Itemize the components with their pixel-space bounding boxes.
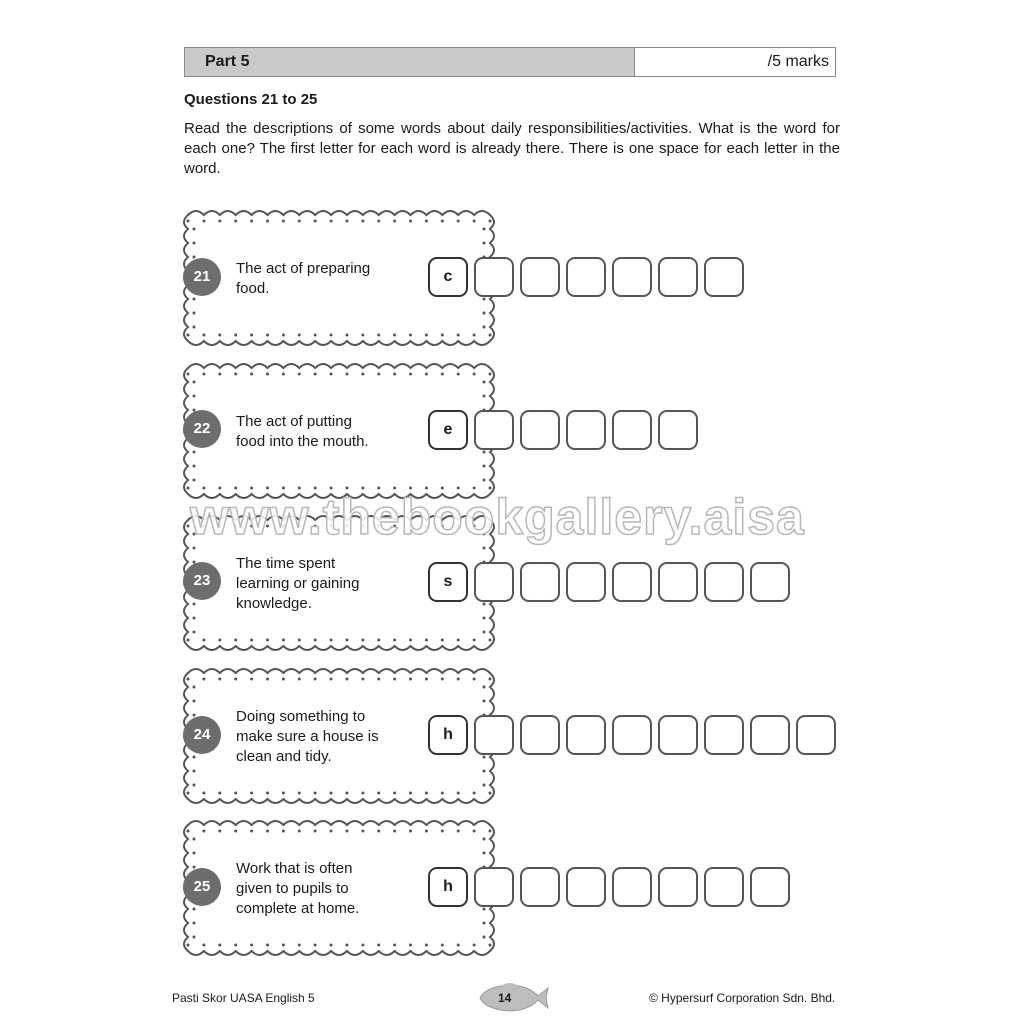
frame-dot (234, 792, 237, 795)
answer-boxes (428, 257, 744, 297)
frame-dot (282, 944, 285, 947)
frame-dot (473, 334, 476, 337)
frame-dot (457, 373, 460, 376)
frame-dot (483, 700, 486, 703)
frame-dot (314, 678, 317, 681)
frame-dot (441, 678, 444, 681)
frame-dot (193, 479, 196, 482)
frame-dot (473, 220, 476, 223)
given-letter-box: c (428, 257, 468, 297)
letter-input-box[interactable] (520, 257, 560, 297)
frame-dot (193, 631, 196, 634)
frame-dot (298, 944, 301, 947)
frame-dot (473, 639, 476, 642)
frame-dot (489, 944, 492, 947)
frame-dot (483, 770, 486, 773)
letter-input-box[interactable] (750, 867, 790, 907)
frame-dot (483, 298, 486, 301)
frame-dot (193, 312, 196, 315)
letter-input-box[interactable] (704, 257, 744, 297)
part-header (184, 47, 836, 77)
part-title: Part 5 (185, 48, 635, 76)
letter-input-box[interactable] (704, 867, 744, 907)
frame-dot (489, 639, 492, 642)
answer-boxes (428, 715, 836, 755)
frame-dot (330, 334, 333, 337)
frame-dot (266, 678, 269, 681)
frame-dot (330, 220, 333, 223)
frame-dot (483, 326, 486, 329)
questions-heading: Questions 21 to 25 (184, 91, 318, 108)
frame-dot (483, 936, 486, 939)
frame-dot (282, 830, 285, 833)
letter-input-box[interactable] (612, 715, 652, 755)
letter-input-box[interactable] (474, 257, 514, 297)
frame-dot (425, 220, 428, 223)
frame-dot (298, 678, 301, 681)
frame-dot (330, 678, 333, 681)
frame-dot (193, 617, 196, 620)
frame-dot (250, 678, 253, 681)
frame-dot (457, 678, 460, 681)
letter-input-box[interactable] (474, 562, 514, 602)
frame-dot (218, 373, 221, 376)
frame-dot (457, 830, 460, 833)
frame-dot (409, 639, 412, 642)
frame-dot (483, 547, 486, 550)
question-description (236, 259, 416, 299)
frame-dot (489, 373, 492, 376)
frame-dot (483, 465, 486, 468)
frame-dot (441, 830, 444, 833)
frame-dot (425, 944, 428, 947)
frame-dot (193, 908, 196, 911)
frame-dot (441, 334, 444, 337)
description-line: make sure a house is (236, 728, 379, 745)
frame-dot (377, 792, 380, 795)
description-line: The time spent (236, 555, 336, 572)
description-line: Doing something to (236, 708, 366, 725)
frame-dot (393, 334, 396, 337)
frame-dot (193, 242, 196, 245)
frame-dot (234, 220, 237, 223)
frame-dot (250, 944, 253, 947)
letter-input-box[interactable] (566, 715, 606, 755)
frame-dot (187, 830, 190, 833)
frame-dot (457, 334, 460, 337)
frame-dot (441, 220, 444, 223)
frame-dot (250, 830, 253, 833)
frame-dot (457, 792, 460, 795)
letter-input-box[interactable] (658, 867, 698, 907)
question-21 (0, 205, 1024, 345)
frame-dot (298, 792, 301, 795)
frame-dot (193, 936, 196, 939)
frame-dot (489, 334, 492, 337)
frame-dot (193, 381, 196, 384)
frame-dot (409, 220, 412, 223)
frame-dot (483, 228, 486, 231)
frame-dot (457, 220, 460, 223)
frame-dot (234, 678, 237, 681)
frame-dot (345, 792, 348, 795)
frame-dot (250, 792, 253, 795)
question-description (236, 412, 416, 452)
frame-dot (377, 334, 380, 337)
frame-dot (298, 334, 301, 337)
frame-dot (393, 639, 396, 642)
frame-dot (202, 678, 205, 681)
given-letter-box: e (428, 410, 468, 450)
letter-input-box[interactable] (612, 867, 652, 907)
frame-dot (330, 639, 333, 642)
letter-input-box[interactable] (566, 257, 606, 297)
frame-dot (393, 792, 396, 795)
frame-dot (409, 792, 412, 795)
letter-input-box[interactable] (566, 867, 606, 907)
letter-input-box[interactable] (612, 562, 652, 602)
frame-dot (425, 830, 428, 833)
frame-dot (483, 686, 486, 689)
frame-dot (202, 639, 205, 642)
letter-input-box[interactable] (520, 410, 560, 450)
given-letter-box: h (428, 867, 468, 907)
frame-dot (218, 944, 221, 947)
frame-dot (473, 373, 476, 376)
frame-dot (202, 944, 205, 947)
frame-dot (218, 334, 221, 337)
frame-dot (193, 465, 196, 468)
frame-dot (193, 298, 196, 301)
frame-dot (193, 838, 196, 841)
answer-boxes (428, 562, 790, 602)
frame-dot (441, 373, 444, 376)
frame-dot (298, 639, 301, 642)
frame-dot (483, 479, 486, 482)
frame-dot (457, 944, 460, 947)
question-22 (0, 358, 1024, 498)
frame-dot (187, 792, 190, 795)
description-line: clean and tidy. (236, 748, 332, 765)
frame-dot (425, 334, 428, 337)
frame-dot (345, 678, 348, 681)
frame-dot (483, 242, 486, 245)
frame-dot (266, 220, 269, 223)
frame-dot (266, 944, 269, 947)
letter-input-box[interactable] (566, 410, 606, 450)
frame-dot (234, 334, 237, 337)
letter-input-box[interactable] (658, 562, 698, 602)
frame-dot (330, 944, 333, 947)
frame-dot (250, 334, 253, 337)
letter-input-box[interactable] (658, 410, 698, 450)
question-25 (0, 815, 1024, 955)
frame-dot (314, 830, 317, 833)
frame-dot (483, 395, 486, 398)
answer-boxes (428, 410, 698, 450)
question-number-badge: 23 (183, 562, 221, 600)
frame-dot (393, 373, 396, 376)
description-line: learning or gaining (236, 575, 360, 592)
frame-dot (409, 678, 412, 681)
frame-dot (250, 639, 253, 642)
frame-dot (187, 334, 190, 337)
frame-dot (193, 603, 196, 606)
frame-dot (393, 678, 396, 681)
frame-dot (282, 792, 285, 795)
frame-dot (409, 373, 412, 376)
frame-dot (483, 381, 486, 384)
frame-dot (187, 678, 190, 681)
frame-dot (483, 922, 486, 925)
frame-dot (483, 756, 486, 759)
frame-dot (218, 678, 221, 681)
frame-dot (489, 792, 492, 795)
frame-dot (193, 700, 196, 703)
frame-dot (361, 830, 364, 833)
frame-dot (234, 639, 237, 642)
frame-dot (361, 220, 364, 223)
letter-input-box[interactable] (474, 715, 514, 755)
frame-dot (483, 784, 486, 787)
frame-dot (409, 944, 412, 947)
frame-dot (193, 451, 196, 454)
description-line: food. (236, 280, 270, 297)
frame-dot (409, 334, 412, 337)
frame-dot (266, 830, 269, 833)
frame-dot (282, 220, 285, 223)
frame-dot (441, 792, 444, 795)
frame-dot (202, 334, 205, 337)
frame-dot (377, 830, 380, 833)
instructions-text: Read the descriptions of some words about daily responsibilities/activities. What is the word for each one? The first letter for each word is already there. There is one space for each letter in the word. (184, 120, 840, 177)
book-title: Pasti Skor UASA English 5 (172, 991, 315, 1005)
letter-input-box[interactable] (658, 715, 698, 755)
description-line: The act of putting (236, 413, 352, 430)
question-description (236, 859, 416, 919)
frame-dot (330, 830, 333, 833)
frame-dot (361, 792, 364, 795)
frame-dot (483, 631, 486, 634)
frame-dot (282, 678, 285, 681)
question-24 (0, 663, 1024, 803)
frame-dot (409, 830, 412, 833)
frame-dot (489, 678, 492, 681)
frame-dot (298, 373, 301, 376)
frame-dot (187, 220, 190, 223)
frame-dot (282, 639, 285, 642)
frame-dot (266, 792, 269, 795)
letter-input-box[interactable] (750, 562, 790, 602)
letter-input-box[interactable] (704, 715, 744, 755)
frame-dot (483, 838, 486, 841)
frame-dot (314, 334, 317, 337)
frame-dot (234, 830, 237, 833)
description-line: Work that is often (236, 860, 353, 877)
marks-label: /5 marks (767, 53, 829, 70)
frame-dot (489, 830, 492, 833)
frame-dot (345, 373, 348, 376)
frame-dot (393, 830, 396, 833)
frame-dot (218, 792, 221, 795)
frame-dot (187, 944, 190, 947)
frame-dot (218, 220, 221, 223)
frame-dot (377, 373, 380, 376)
letter-input-box[interactable] (566, 562, 606, 602)
frame-dot (473, 830, 476, 833)
frame-dot (202, 220, 205, 223)
frame-dot (250, 373, 253, 376)
watermark-text: www.thebookgallery.aisa (190, 489, 805, 545)
letter-input-box[interactable] (750, 715, 790, 755)
frame-dot (266, 373, 269, 376)
frame-dot (345, 944, 348, 947)
frame-dot (314, 639, 317, 642)
letter-input-box[interactable] (658, 257, 698, 297)
frame-dot (473, 792, 476, 795)
frame-dot (483, 451, 486, 454)
letter-input-box[interactable] (474, 410, 514, 450)
letter-input-box[interactable] (796, 715, 836, 755)
frame-dot (483, 312, 486, 315)
frame-dot (330, 792, 333, 795)
frame-dot (314, 944, 317, 947)
letter-input-box[interactable] (612, 410, 652, 450)
frame-dot (218, 639, 221, 642)
frame-dot (483, 908, 486, 911)
question-number-badge: 24 (183, 716, 221, 754)
frame-dot (193, 770, 196, 773)
frame-dot (202, 830, 205, 833)
frame-dot (377, 220, 380, 223)
frame-dot (266, 639, 269, 642)
description-line: knowledge. (236, 595, 312, 612)
frame-dot (193, 784, 196, 787)
frame-dot (377, 639, 380, 642)
description-line: food into the mouth. (236, 433, 369, 450)
frame-dot (361, 373, 364, 376)
frame-dot (193, 395, 196, 398)
frame-dot (393, 944, 396, 947)
frame-dot (377, 678, 380, 681)
frame-dot (266, 334, 269, 337)
frame-dot (441, 639, 444, 642)
frame-dot (483, 603, 486, 606)
frame-dot (187, 373, 190, 376)
answer-boxes (428, 867, 790, 907)
frame-dot (361, 639, 364, 642)
frame-dot (193, 686, 196, 689)
frame-dot (330, 373, 333, 376)
frame-dot (234, 944, 237, 947)
question-number-badge: 25 (183, 868, 221, 906)
question-number-badge: 21 (183, 258, 221, 296)
frame-dot (425, 373, 428, 376)
frame-dot (361, 944, 364, 947)
letter-input-box[interactable] (704, 562, 744, 602)
description-line: The act of preparing (236, 260, 371, 277)
frame-dot (218, 830, 221, 833)
frame-dot (361, 678, 364, 681)
frame-dot (473, 944, 476, 947)
description-line: given to pupils to (236, 880, 349, 897)
letter-input-box[interactable] (612, 257, 652, 297)
frame-dot (282, 373, 285, 376)
question-description (236, 707, 416, 767)
letter-input-box[interactable] (520, 562, 560, 602)
fish-icon (476, 982, 552, 1014)
frame-dot (345, 334, 348, 337)
frame-dot (193, 922, 196, 925)
frame-dot (377, 944, 380, 947)
frame-dot (193, 756, 196, 759)
frame-dot (298, 830, 301, 833)
frame-dot (393, 220, 396, 223)
frame-dot (345, 639, 348, 642)
frame-dot (361, 334, 364, 337)
frame-dot (489, 220, 492, 223)
description-line: complete at home. (236, 900, 360, 917)
given-letter-box: h (428, 715, 468, 755)
frame-dot (483, 617, 486, 620)
frame-dot (425, 678, 428, 681)
letter-input-box[interactable] (474, 867, 514, 907)
frame-dot (193, 228, 196, 231)
frame-dot (314, 373, 317, 376)
frame-dot (483, 852, 486, 855)
frame-dot (187, 639, 190, 642)
frame-dot (425, 792, 428, 795)
frame-dot (314, 220, 317, 223)
frame-dot (298, 220, 301, 223)
frame-dot (345, 220, 348, 223)
letter-input-box[interactable] (520, 715, 560, 755)
frame-dot (193, 326, 196, 329)
frame-dot (193, 547, 196, 550)
frame-dot (473, 678, 476, 681)
copyright-text: © Hypersurf Corporation Sdn. Bhd. (649, 991, 836, 1005)
frame-dot (425, 639, 428, 642)
letter-input-box[interactable] (520, 867, 560, 907)
question-description (236, 554, 416, 614)
question-number-badge: 22 (183, 410, 221, 448)
page-number: 14 (498, 991, 512, 1005)
frame-dot (314, 792, 317, 795)
frame-dot (202, 792, 205, 795)
frame-dot (345, 830, 348, 833)
frame-dot (457, 639, 460, 642)
frame-dot (441, 944, 444, 947)
frame-dot (250, 220, 253, 223)
frame-dot (202, 373, 205, 376)
frame-dot (234, 373, 237, 376)
frame-dot (193, 852, 196, 855)
frame-dot (282, 334, 285, 337)
given-letter-box: s (428, 562, 468, 602)
